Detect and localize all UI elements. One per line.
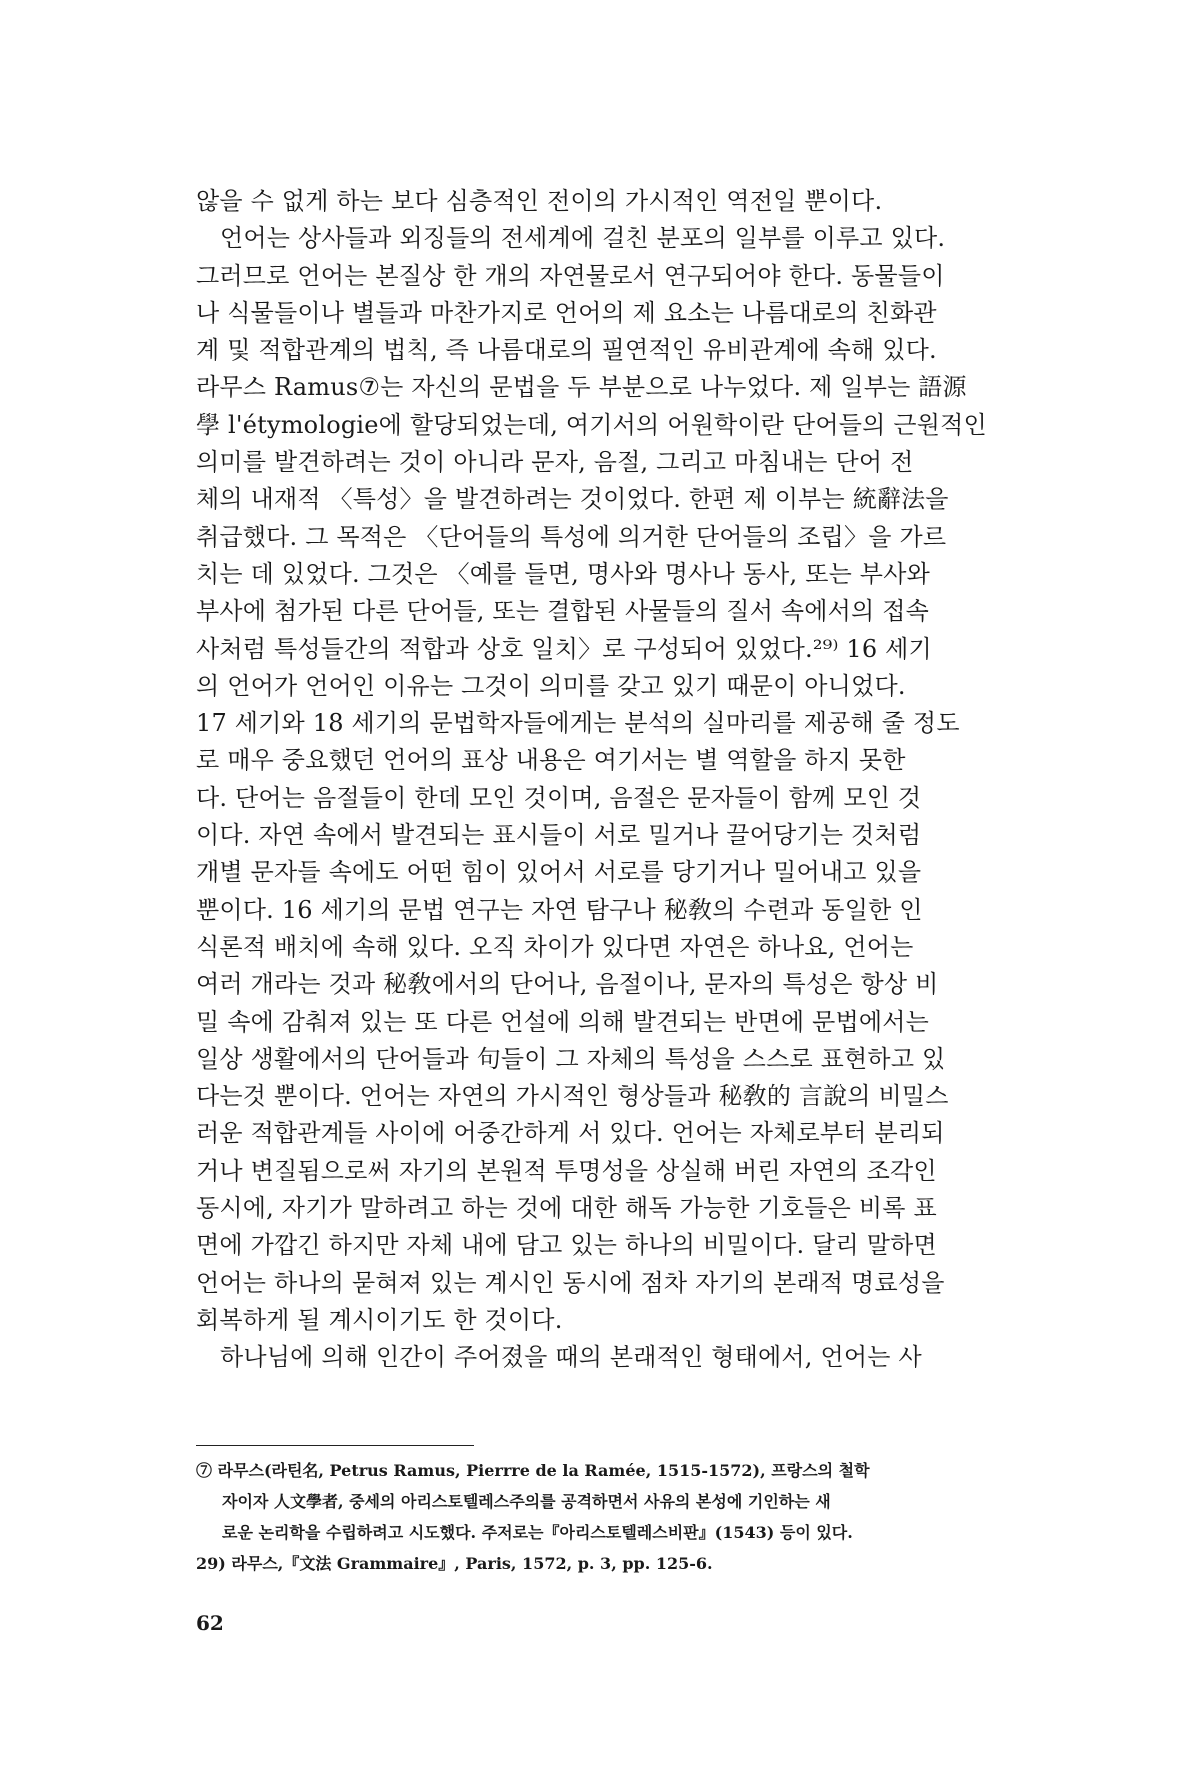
- body-line: 의 언어가 언어인 이유는 그것이 의미를 갖고 있기 때문이 아니었다.: [196, 671, 906, 700]
- body-line: 여러 개라는 것과 秘敎에서의 단어나, 음절이나, 문자의 특성은 항상 비: [196, 970, 939, 999]
- body-line: 거나 변질됨으로써 자기의 본원적 투명성을 상실해 버린 자연의 조각인: [196, 1156, 937, 1185]
- body-line: 회복하게 될 계시이기도 한 것이다.: [196, 1305, 563, 1334]
- footnotes: [196, 1455, 1050, 1579]
- body-line: 동시에, 자기가 말하려고 하는 것에 대한 해독 가능한 기호들은 비록 표: [196, 1194, 937, 1223]
- body-text: [196, 183, 1050, 1377]
- footnote-line: ⑦ 라무스(라틴名, Petrus Ramus, Pierrre de la Ramée, 1515-1572), 프랑스의 철학: [196, 1461, 870, 1480]
- body-line: 식론적 배치에 속해 있다. 오직 차이가 있다면 자연은 하나요, 언어는: [196, 932, 914, 961]
- footnote-divider: [196, 1445, 474, 1446]
- footnote-line: 자이자 人文學者, 중세의 아리스토텔레스주의를 공격하면서 사유의 본성에 기인하는 새: [222, 1492, 831, 1511]
- body-line: 치는 데 있었다. 그것은 〈예를 들면, 명사와 명사나 동사, 또는 부사와: [196, 559, 930, 588]
- body-line: 로 매우 중요했던 언어의 표상 내용은 여기서는 별 역할을 하지 못한: [196, 746, 906, 775]
- body-line: 않을 수 없게 하는 보다 심층적인 전이의 가시적인 역전일 뿐이다.: [196, 187, 883, 215]
- body-line: 뿐이다. 16 세기의 문법 연구는 자연 탐구나 秘敎의 수련과 동일한 인: [196, 895, 923, 924]
- body-line: 學 l'étymologie에 할당되었는데, 여기서의 어원학이란 단어들의 근원적인: [196, 410, 987, 439]
- body-line: 그러므로 언어는 본질상 한 개의 자연물로서 연구되어야 한다. 동물들이: [196, 261, 945, 290]
- body-line: 취급했다. 그 목적은 〈단어들의 특성에 의거한 단어들의 조립〉을 가르: [196, 522, 947, 551]
- body-line: 라무스 Ramus⑦는 자신의 문법을 두 부분으로 나누었다. 제 일부는 語源: [196, 373, 967, 402]
- body-line: 러운 적합관계들 사이에 어중간하게 서 있다. 언어는 자체로부터 분리되: [196, 1119, 945, 1148]
- body-line: 나 식물들이나 별들과 마찬가지로 언어의 제 요소는 나름대로의 친화관: [196, 298, 937, 327]
- body-line: 언어는 상사들과 외징들의 전세계에 걸친 분포의 일부를 이루고 있다.: [220, 224, 946, 253]
- body-line: 면에 가깝긴 하지만 자체 내에 담고 있는 하나의 비밀이다. 달리 말하면: [196, 1231, 937, 1260]
- body-line: 17 세기와 18 세기의 문법학자들에게는 분석의 실마리를 제공해 줄 정도: [196, 709, 960, 738]
- body-line: 밀 속에 감춰져 있는 또 다른 언설에 의해 발견되는 반면에 문법에서는: [196, 1007, 930, 1036]
- body-line: 체의 내재적 〈특성〉을 발견하려는 것이었다. 한편 제 이부는 統辭法을: [196, 485, 949, 514]
- body-line: 의미를 발견하려는 것이 아니라 문자, 음절, 그리고 마침내는 단어 전: [196, 448, 914, 477]
- body-line: 하나님에 의해 인간이 주어졌을 때의 본래적인 형태에서, 언어는 사: [220, 1343, 922, 1372]
- body-line: 다. 단어는 음절들이 한데 모인 것이며, 음절은 문자들이 함께 모인 것: [196, 783, 922, 812]
- body-line: 부사에 첨가된 다른 단어들, 또는 결합된 사물들의 질서 속에서의 접속: [196, 597, 930, 626]
- body-line: 언어는 하나의 묻혀져 있는 계시인 동시에 점차 자기의 본래적 명료성을: [196, 1268, 945, 1297]
- body-line: 개별 문자들 속에도 어떤 힘이 있어서 서로를 당기거나 밀어내고 있을: [196, 858, 922, 887]
- body-line: 일상 생활에서의 단어들과 句들이 그 자체의 특성을 스스로 표현하고 있: [196, 1044, 946, 1073]
- body-line: 다는것 뿐이다. 언어는 자연의 가시적인 형상들과 秘敎的 言說의 비밀스: [196, 1082, 949, 1111]
- footnote-line: 로운 논리학을 수립하려고 시도했다. 주저로는『아리스토텔레스비판』(1543) 등이 있다.: [222, 1523, 853, 1542]
- body-line: 사처럼 특성들간의 적합과 상호 일치〉로 구성되어 있었다.²⁹⁾ 16 세기: [196, 634, 932, 663]
- page-number: 62: [196, 1611, 224, 1635]
- body-line: 계 및 적합관계의 법칙, 즉 나름대로의 필연적인 유비관계에 속해 있다.: [196, 336, 937, 365]
- body-line: 이다. 자연 속에서 발견되는 표시들이 서로 밀거나 끌어당기는 것처럼: [196, 821, 922, 850]
- footnote-line: 29) 라무스,『文法 Grammaire』, Paris, 1572, p. 3, pp. 125-6.: [196, 1554, 713, 1573]
